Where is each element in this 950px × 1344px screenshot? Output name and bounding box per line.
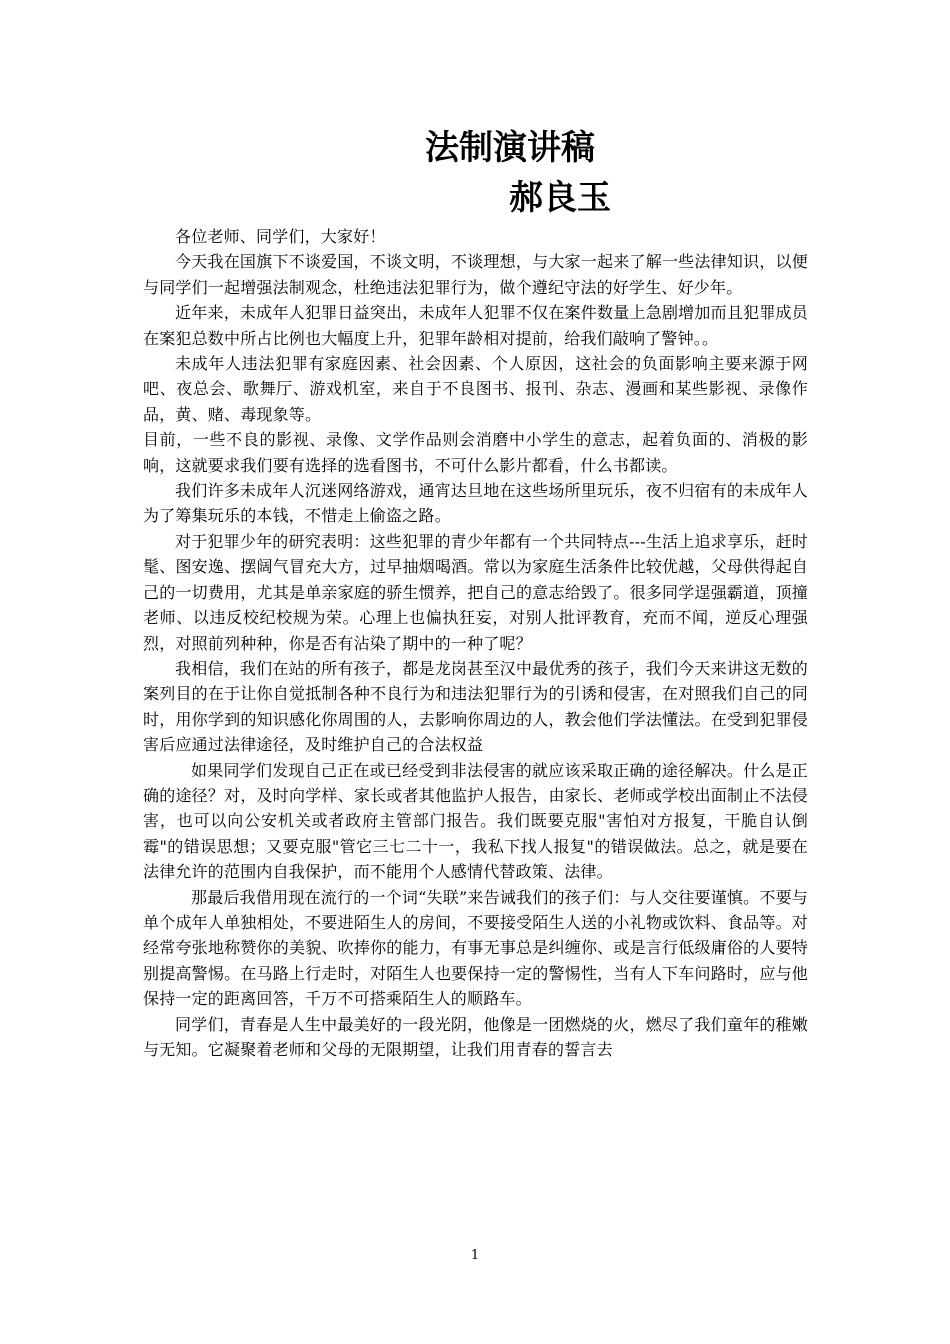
paragraph-greeting: 各位老师、同学们，大家好！ [175,227,386,246]
paragraph: 同学们，青春是人生中最美好的一段光阴，他像是一团燃烧的火，燃尽了我们童年的稚嫩与无知。它凝聚着老师和父母的无限期望，让我们用青春的誓言去 [143,1014,808,1059]
document-body [143,224,808,1062]
paragraph: 如果同学们发现自己正在或已经受到非法侵害的就应该采取正确的途径解决。什么是正确的途径？对，及时向学样、家长或者其他监护人报告，由家长、老师或学校出面制止不法侵害，也可以向公安机关或者政府主管部门报告。我们既要克服"害怕对方报复，干脆自认倒霉"的错误思想；又要克服"管它三七二十一，我私下找人报复"的错误做法。总之，就是要在法律允许的范围内自我保护，而不能用个人感情代替政策、法律。 [143,760,808,882]
document-title: 法制演讲稿 [425,128,595,168]
page-number: 1 [470,1248,480,1263]
document-author: 郝良玉 [509,178,611,218]
paragraph: 我相信，我们在站的所有孩子，都是龙岗甚至汉中最优秀的孩子，我们今天来讲这无数的案列目的在于让你自觉抵制各种不良行为和违法犯罪行为的引诱和侵害，在对照我们自己的同时，用你学到的知识感化你周围的人，去影响你周边的人，教会他们学法懂法。在受到犯罪侵害后应通过法律途径，及时维护自己的合法权益 [143,658,808,755]
paragraph: 我们许多未成年人沉迷网络游戏，通宵达旦地在这些场所里玩乐，夜不归宿有的未成年人为了筹集玩乐的本钱，不惜走上偷盗之路。 [143,481,808,526]
paragraph: 那最后我借用现在流行的一个词“失联”来告诫我们的孩子们：与人交往要谨慎。不要与单个成年人单独相处，不要进陌生人的房间，不要接受陌生人送的小礼物或饮料、食品等。对经常夸张地称赞你的美貌、吹捧你的能力，有事无事总是纠缠你、或是言行低级庸俗的人要特别提高警惕。在马路上行走时，对陌生人也要保持一定的警惕性，当有人下车问路时，应与他保持一定的距离回答，千万不可搭乘陌生人的顺路车。 [143,887,808,1009]
paragraph: 对于犯罪少年的研究表明：这些犯罪的青少年都有一个共同特点---生活上追求享乐，赶时髦、图安逸、摆阔气冒充大方，过早抽烟喝酒。常以为家庭生活条件比较优越，父母供得起自己的一切费用，尤其是单亲家庭的骄生惯养，把自己的意志给毁了。很多同学逞强霸道，顶撞老师、以违反校纪校规为荣。心理上也偏执狂妄，对别人批评教育，充而不闻，逆反心理强烈，对照前列种种，你是否有沾染了期中的一种了呢？ [143,531,808,653]
paragraph: 未成年人违法犯罪有家庭因素、社会因素、个人原因，这社会的负面影响主要来源于网吧、夜总会、歌舞厅、游戏机室，来自于不良图书、报刊、杂志、漫画和某些影视、录像作品，黄、赌、毒现象等。 [143,354,808,424]
paragraph: 近年来，未成年人犯罪日益突出，未成年人犯罪不仅在案件数量上急剧增加而且犯罪成员在案犯总数中所占比例也大幅度上升，犯罪年龄相对提前，给我们敲响了警钟。。 [143,303,808,348]
paragraph: 目前，一些不良的影视、录像、文学作品则会消磨中小学生的意志，起着负面的、消极的影响，这就要求我们要有选择的选看图书，不可什么影片都看，什么书都读。 [143,430,808,475]
paragraph: 今天我在国旗下不谈爱国，不谈文明，不谈理想，与大家一起来了解一些法律知识，以便与同学们一起增强法制观念，杜绝违法犯罪行为，做个遵纪守法的好学生、好少年。 [143,252,808,297]
